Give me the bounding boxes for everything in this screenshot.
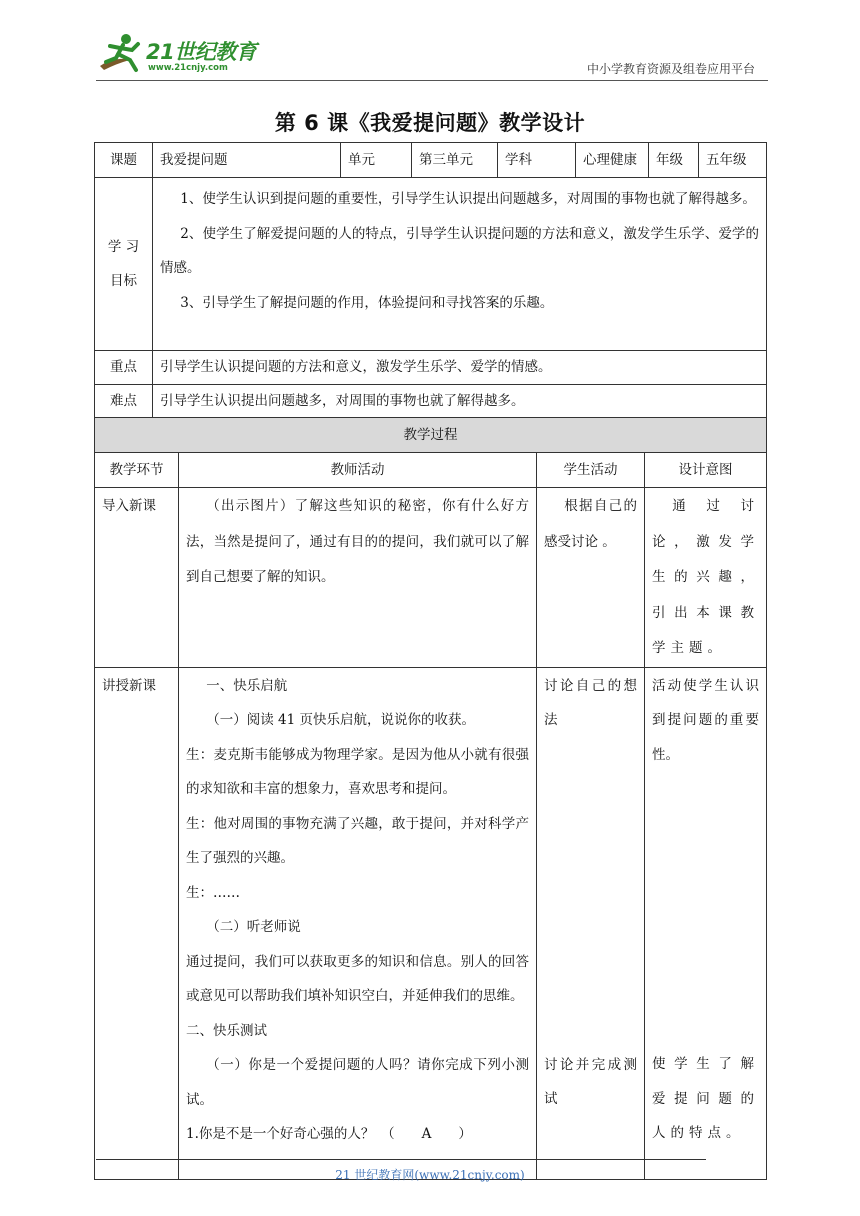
subject-value: 心理健康 xyxy=(576,143,649,178)
footer-divider xyxy=(96,1159,706,1160)
column-header: 教师活动 xyxy=(179,453,537,488)
subject-label: 学科 xyxy=(498,143,576,178)
lecture-row xyxy=(95,667,767,1179)
intro-teacher-activity: （出示图片）了解这些知识的秘密，你有什么好方法，当然是提问了，通过有目的的提问，我们就可以了解到自己想要了解的知识。 xyxy=(179,488,537,668)
process-header-row xyxy=(95,453,767,488)
intro-design-intent: 通过讨论，激发学生的兴趣，引出本课教学主题。 xyxy=(645,488,767,668)
intro-row xyxy=(95,488,767,668)
unit-value: 第三单元 xyxy=(412,143,498,178)
goals-content xyxy=(153,178,767,351)
goal-item: 1、使学生认识到提问题的重要性，引导学生认识提出问题越多，对周围的事物也就了解得越多。 xyxy=(180,191,756,207)
spacer xyxy=(652,772,759,1047)
grade-label: 年级 xyxy=(649,143,699,178)
process-banner-row xyxy=(95,418,767,453)
spacer xyxy=(544,738,637,1048)
goals-label-line-2: 目标 xyxy=(110,273,137,289)
column-header: 学生活动 xyxy=(537,453,645,488)
goals-label xyxy=(95,178,153,351)
lesson-label: 课题 xyxy=(95,143,153,178)
column-header: 设计意图 xyxy=(645,453,767,488)
teacher-line: 生：他对周围的事物充满了兴趣，敢于提问，并对科学产生了强烈的兴趣。 xyxy=(186,815,529,866)
intro-student-activity: 根据自己的感受讨论 。 xyxy=(537,488,645,668)
lecture-student-activity xyxy=(537,667,645,1179)
goal-item: 2、使学生了解爱提问题的人的特点，引导学生认识提问题的方法和意义，激发学生乐学、爱学的情感。 xyxy=(160,225,759,276)
key-point-row xyxy=(95,351,767,385)
difficulty-label: 难点 xyxy=(95,385,153,419)
logo-text: 21世纪教育 xyxy=(146,40,257,64)
site-logo xyxy=(96,30,266,78)
lecture-stage: 讲授新课 xyxy=(95,667,179,1179)
lesson-value: 我爱提问题 xyxy=(153,143,341,178)
process-banner: 教学过程 xyxy=(95,418,767,453)
goals-row xyxy=(95,178,767,351)
intro-stage: 导入新课 xyxy=(95,488,179,668)
unit-label: 单元 xyxy=(341,143,412,178)
teacher-line: 1.你是不是一个好奇心强的人？ （ A ） xyxy=(186,1126,472,1142)
document-title: 第 6 课《我爱提问题》教学设计 xyxy=(274,111,586,135)
runner-logo-icon xyxy=(96,30,146,76)
teaching-process-table xyxy=(94,417,767,1180)
platform-name: 中小学教育资源及组卷应用平台 xyxy=(586,62,755,76)
design-intent-1: 活动使学生认识到提问题的重要性。 xyxy=(652,677,759,763)
footer-text: 21 世纪教育网(www.21cnjy.com) xyxy=(335,1168,525,1182)
teacher-line: 二、快乐测试 xyxy=(186,1022,267,1039)
student-activity-1: 讨论自己的想法 xyxy=(544,677,637,728)
goal-item: 3、引导学生了解提问题的作用，体验提问和寻找答案的乐趣。 xyxy=(180,294,554,311)
teacher-line: 生：麦克斯韦能够成为物理学家。是因为他从小就有很强的求知欲和丰富的想象力，喜欢思考和提问。 xyxy=(186,746,529,797)
logo-url: www.21cnjy.com xyxy=(148,63,228,73)
teacher-line: （二）听老师说 xyxy=(206,919,301,935)
difficulty-row xyxy=(95,385,767,419)
teacher-line: （一）你是一个爱提问题的人吗？请你完成下列小测试。 xyxy=(186,1057,529,1108)
lesson-row xyxy=(95,143,767,178)
student-activity-2: 讨论并完成测试 xyxy=(544,1056,637,1107)
teacher-line: 通过提问，我们可以获取更多的知识和信息。别人的回答或意见可以帮助我们填补知识空白，并延伸我们的思维。 xyxy=(186,953,529,1004)
lecture-design-intent xyxy=(645,667,767,1179)
teacher-line: （一）阅读 41 页快乐启航，说说你的收获。 xyxy=(206,712,476,728)
lecture-teacher-activity xyxy=(179,667,537,1179)
key-point-label: 重点 xyxy=(95,351,153,385)
difficulty-value: 引导学生认识提出问题越多，对周围的事物也就了解得越多。 xyxy=(153,385,767,419)
lesson-info-table xyxy=(94,142,767,419)
grade-value: 五年级 xyxy=(699,143,767,178)
goals-label-line-1: 学 习 xyxy=(107,239,140,255)
teacher-line: 一、快乐启航 xyxy=(206,677,288,694)
column-header: 教学环节 xyxy=(95,453,179,488)
teacher-line: 生：…… xyxy=(186,884,240,901)
header-divider xyxy=(96,80,768,81)
key-point-value: 引导学生认识提问题的方法和意义，激发学生乐学、爱学的情感。 xyxy=(153,351,767,385)
design-intent-2: 使学生了解爱提问题的人的特点。 xyxy=(652,1056,759,1141)
